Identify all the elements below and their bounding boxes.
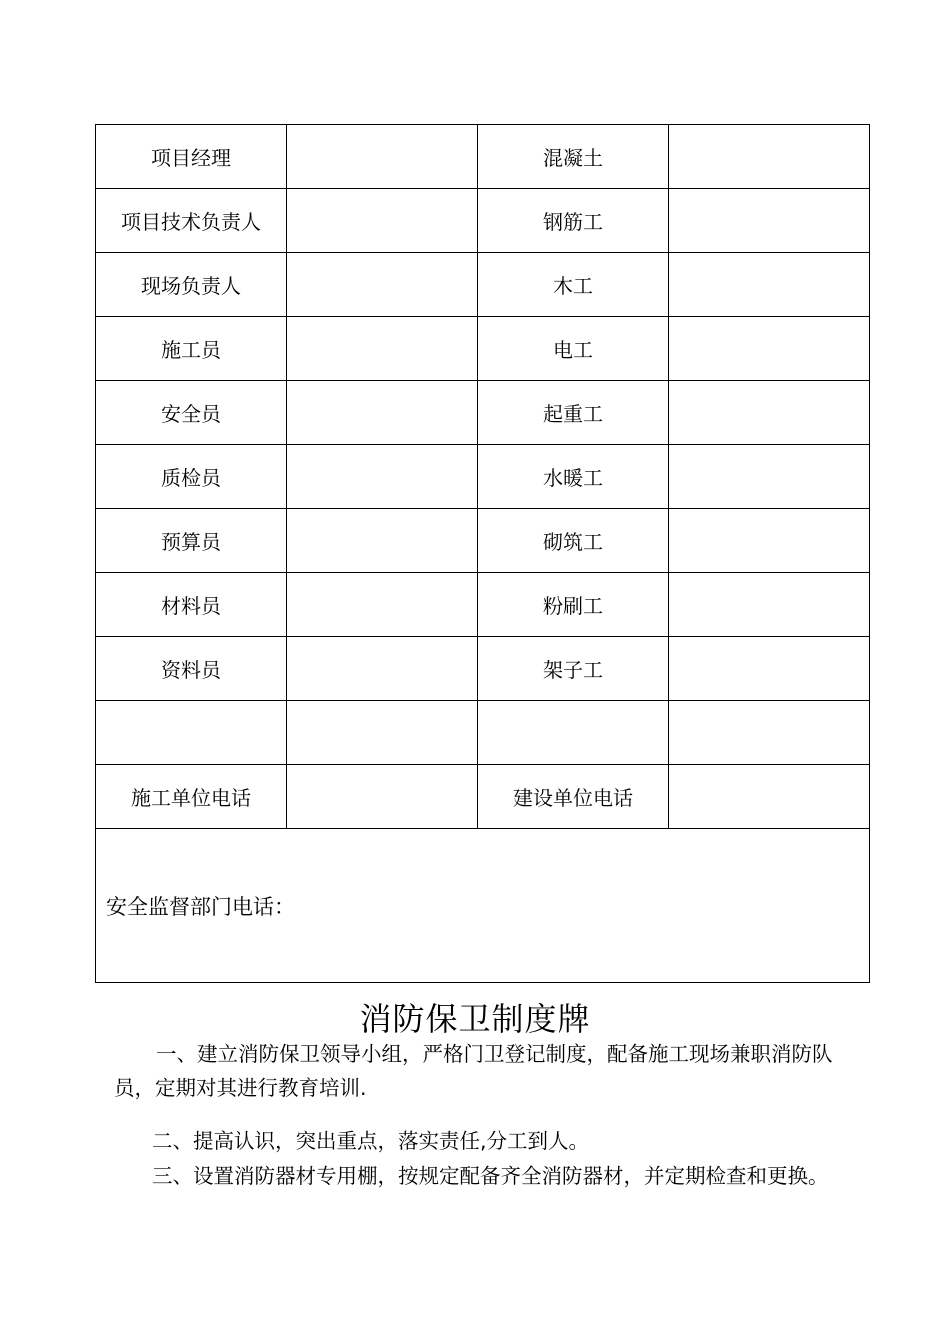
name-value-cell	[287, 253, 478, 317]
name-value-cell	[287, 509, 478, 573]
table-row	[96, 125, 870, 189]
role-label-cell	[96, 701, 287, 765]
name-value-cell	[669, 253, 870, 317]
role-label-cell: 粉刷工	[478, 573, 669, 637]
name-value-cell	[669, 765, 870, 829]
table-row	[96, 637, 870, 701]
role-label-cell: 电工	[478, 317, 669, 381]
supervision-phone-label: 安全监督部门电话：	[96, 829, 870, 983]
table-row	[96, 445, 870, 509]
table-row	[96, 381, 870, 445]
role-label-cell: 混凝土	[478, 125, 669, 189]
name-value-cell	[287, 637, 478, 701]
role-label-cell: 项目经理	[96, 125, 287, 189]
role-label-cell: 施工单位电话	[96, 765, 287, 829]
name-value-cell	[287, 445, 478, 509]
name-value-cell	[287, 125, 478, 189]
role-label-cell: 建设单位电话	[478, 765, 669, 829]
table-row	[96, 253, 870, 317]
role-label-cell: 起重工	[478, 381, 669, 445]
role-label-cell: 木工	[478, 253, 669, 317]
role-label-cell: 架子工	[478, 637, 669, 701]
role-label-cell: 安全员	[96, 381, 287, 445]
rule-item-3: 三、设置消防器材专用棚，按规定配备齐全消防器材，并定期检查和更换。	[152, 1164, 829, 1188]
name-value-cell	[669, 637, 870, 701]
role-label-cell: 现场负责人	[96, 253, 287, 317]
supervision-row	[96, 829, 870, 983]
role-label-cell	[478, 701, 669, 765]
name-value-cell	[669, 189, 870, 253]
role-label-cell: 质检员	[96, 445, 287, 509]
rules-title: 消防保卫制度牌	[359, 1000, 591, 1038]
table-row	[96, 765, 870, 829]
personnel-table-body	[96, 125, 870, 829]
name-value-cell	[669, 573, 870, 637]
name-value-cell	[669, 381, 870, 445]
role-label-cell: 项目技术负责人	[96, 189, 287, 253]
name-value-cell	[669, 317, 870, 381]
rule-item-2: 二、提高认识，突出重点，落实责任,分工到人。	[152, 1129, 590, 1153]
role-label-cell: 砌筑工	[478, 509, 669, 573]
table-row	[96, 509, 870, 573]
name-value-cell	[287, 317, 478, 381]
name-value-cell	[287, 189, 478, 253]
table-row	[96, 317, 870, 381]
role-label-cell: 材料员	[96, 573, 287, 637]
name-value-cell	[669, 445, 870, 509]
table-row	[96, 573, 870, 637]
name-value-cell	[287, 701, 478, 765]
name-value-cell	[287, 381, 478, 445]
role-label-cell: 钢筋工	[478, 189, 669, 253]
name-value-cell	[287, 765, 478, 829]
role-label-cell: 水暖工	[478, 445, 669, 509]
table-row	[96, 701, 870, 765]
name-value-cell	[669, 701, 870, 765]
name-value-cell	[287, 573, 478, 637]
personnel-table	[95, 124, 870, 983]
name-value-cell	[669, 509, 870, 573]
role-label-cell: 预算员	[96, 509, 287, 573]
rule-item-1: 一、建立消防保卫领导小组，严格门卫登记制度，配备施工现场兼职消防队员，定期对其进行教育培训.	[114, 1042, 833, 1100]
table-row	[96, 189, 870, 253]
role-label-cell: 资料员	[96, 637, 287, 701]
role-label-cell: 施工员	[96, 317, 287, 381]
name-value-cell	[669, 125, 870, 189]
